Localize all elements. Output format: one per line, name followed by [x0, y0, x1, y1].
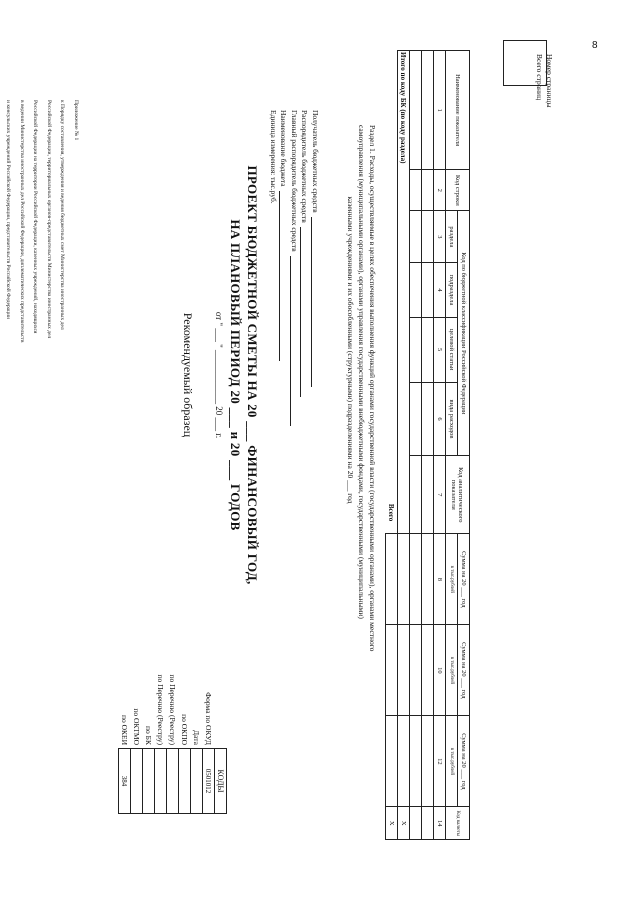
section-line-1: Раздел 1. Расходы, осуществляемые в целях обеспечения выполнения функций органами государственной власти (государственными органами), органами местного: [368, 125, 377, 652]
appendix-line-1: Приложение № 1: [73, 100, 79, 141]
column-number: 14: [434, 807, 446, 840]
document-title-line-2: НА ПЛАНОВЫЙ ПЕРИОД 20 ___ и 20 ___ ГОДОВ: [228, 219, 243, 531]
codes-label: по Перечню (Реестру): [168, 674, 177, 745]
x-mark: X: [386, 807, 398, 840]
codes-value: [143, 749, 155, 814]
header-unit-3: в тыс.рублей: [446, 716, 458, 807]
header-section: раздела: [446, 211, 458, 263]
header-sum-2: Сумма на 20 ___ год: [458, 625, 470, 716]
total-pages-label: Всего страниц: [535, 54, 544, 101]
column-number: 1: [434, 51, 446, 170]
header-target-article: целевой статьи: [446, 317, 458, 382]
appendix-block: [0, 100, 82, 870]
field-manager-line: [301, 227, 310, 397]
column-number: 8: [434, 534, 446, 625]
codes-label: по ОКПО: [180, 714, 189, 745]
codes-value: [167, 749, 179, 814]
table-row: [422, 51, 434, 840]
header-unit-2: в тыс.рублей: [446, 625, 458, 716]
section-line-2: самоуправления (муниципальными органами), органами управления государственными внебюджетными фондами, государственными (муниципальными): [357, 125, 366, 619]
codes-value: [191, 749, 203, 814]
column-number: 7: [434, 456, 446, 534]
column-number: 6: [434, 382, 446, 456]
table-row: [410, 51, 422, 840]
document-date-line: от " ___ " ____________ 20 ___ г.: [214, 311, 224, 439]
column-number: 4: [434, 263, 446, 317]
codes-label: Дата: [192, 730, 201, 745]
header-unit-1: в тыс.рублей: [446, 534, 458, 625]
document-title-line-1: ПРОЕКТ БЮДЖЕТНОЙ СМЕТЫ НА 20 ___ ФИНАНСОВЫЙ ГОД,: [245, 165, 260, 585]
field-budget-name-line: [280, 191, 289, 361]
field-budget-name-label: Наименование бюджета: [279, 110, 289, 187]
codes-value: [179, 749, 191, 814]
header-subsection: подраздела: [446, 263, 458, 317]
header-row-code: Код строки: [446, 170, 470, 211]
grand-total-row: [386, 51, 398, 840]
section-heading: [345, 125, 378, 652]
column-number: 3: [434, 211, 446, 263]
field-main-manager: [289, 110, 300, 470]
page-number: 8: [592, 40, 598, 51]
page-number-label: Номер страницы: [545, 54, 554, 108]
codes-label: по БК: [144, 726, 153, 745]
codes-label: по Перечню (Реестру): [156, 674, 165, 745]
field-unit-label: Единица измерения: тыс.руб.: [269, 110, 278, 204]
codes-label: Форма по ОКУД: [204, 692, 213, 745]
header-expense-type: вида расходов: [446, 382, 458, 456]
header-sum-3: Сумма на 20 ___ год: [458, 716, 470, 807]
header-currency-code: Код валюты: [446, 807, 470, 840]
header-analytic-code: Код аналитического показателя: [446, 456, 470, 534]
header-fields: [268, 110, 321, 470]
recommended-sample-label: Рекомендуемый образец: [181, 312, 195, 438]
column-number: 10: [434, 625, 446, 716]
codes-value: [131, 749, 143, 814]
column-number: 5: [434, 317, 446, 382]
appendix-line-5: в ведении Министерства иностранных дел Российской Федерации, дипломатических представительств: [19, 100, 25, 343]
field-unit: [268, 110, 279, 470]
appendix-line-4: Российской Федерации на территории Российской Федерации, казенных учреждений, находящихся: [32, 100, 39, 334]
appendix-line-3: Российской Федерации, территориальных органов-представительств Министерства иностранных дел: [46, 100, 52, 339]
section-line-3: казенными учреждениями и их обособленными (структурными) подразделениями на 20 ___ год: [346, 196, 355, 504]
header-sum-1: Сумма на 20 ___ год: [458, 534, 470, 625]
header-bk-group: Код по бюджетной классификации Российской Федерации: [458, 211, 470, 456]
total-by-bk-label: Итого по коду БК (по коду раздела): [398, 51, 410, 534]
field-manager: [299, 110, 310, 470]
field-main-manager-line: [290, 256, 299, 426]
x-mark: X: [398, 807, 410, 840]
column-number: 12: [434, 716, 446, 807]
field-manager-label: Распорядитель бюджетных средств: [300, 110, 310, 223]
column-numbers-row: [434, 51, 446, 840]
appendix-line-6: и консульских учреждений Российской Федерации, представительств Российской Федерации: [5, 100, 12, 319]
appendix-line-2: к Порядку составления, утверждения и ведения бюджетных смет Министерства иностранных дел: [59, 100, 66, 330]
appendix-line-7: [0, 100, 1, 870]
header-name: Наименование показателя: [446, 51, 470, 170]
expenses-table: [385, 50, 470, 840]
codes-value: [155, 749, 167, 814]
field-recipient-label: Получатель бюджетных средств: [311, 110, 320, 213]
total-by-bk-row: [398, 51, 410, 840]
codes-header: КОДЫ: [215, 749, 227, 814]
codes-label: по ОКЕИ: [120, 714, 129, 745]
codes-value: 384: [119, 749, 131, 814]
field-recipient-line: [311, 217, 320, 387]
codes-table: [74, 597, 227, 817]
field-main-manager-label: Главный распорядитель бюджетных средств: [290, 110, 299, 252]
field-recipient: [310, 110, 321, 470]
column-number: 2: [434, 170, 446, 211]
grand-total-label: Всего: [387, 503, 396, 522]
field-budget-name: [278, 110, 289, 470]
codes-label: по ОКТМО: [132, 708, 141, 745]
codes-value: 0501012: [203, 749, 215, 814]
